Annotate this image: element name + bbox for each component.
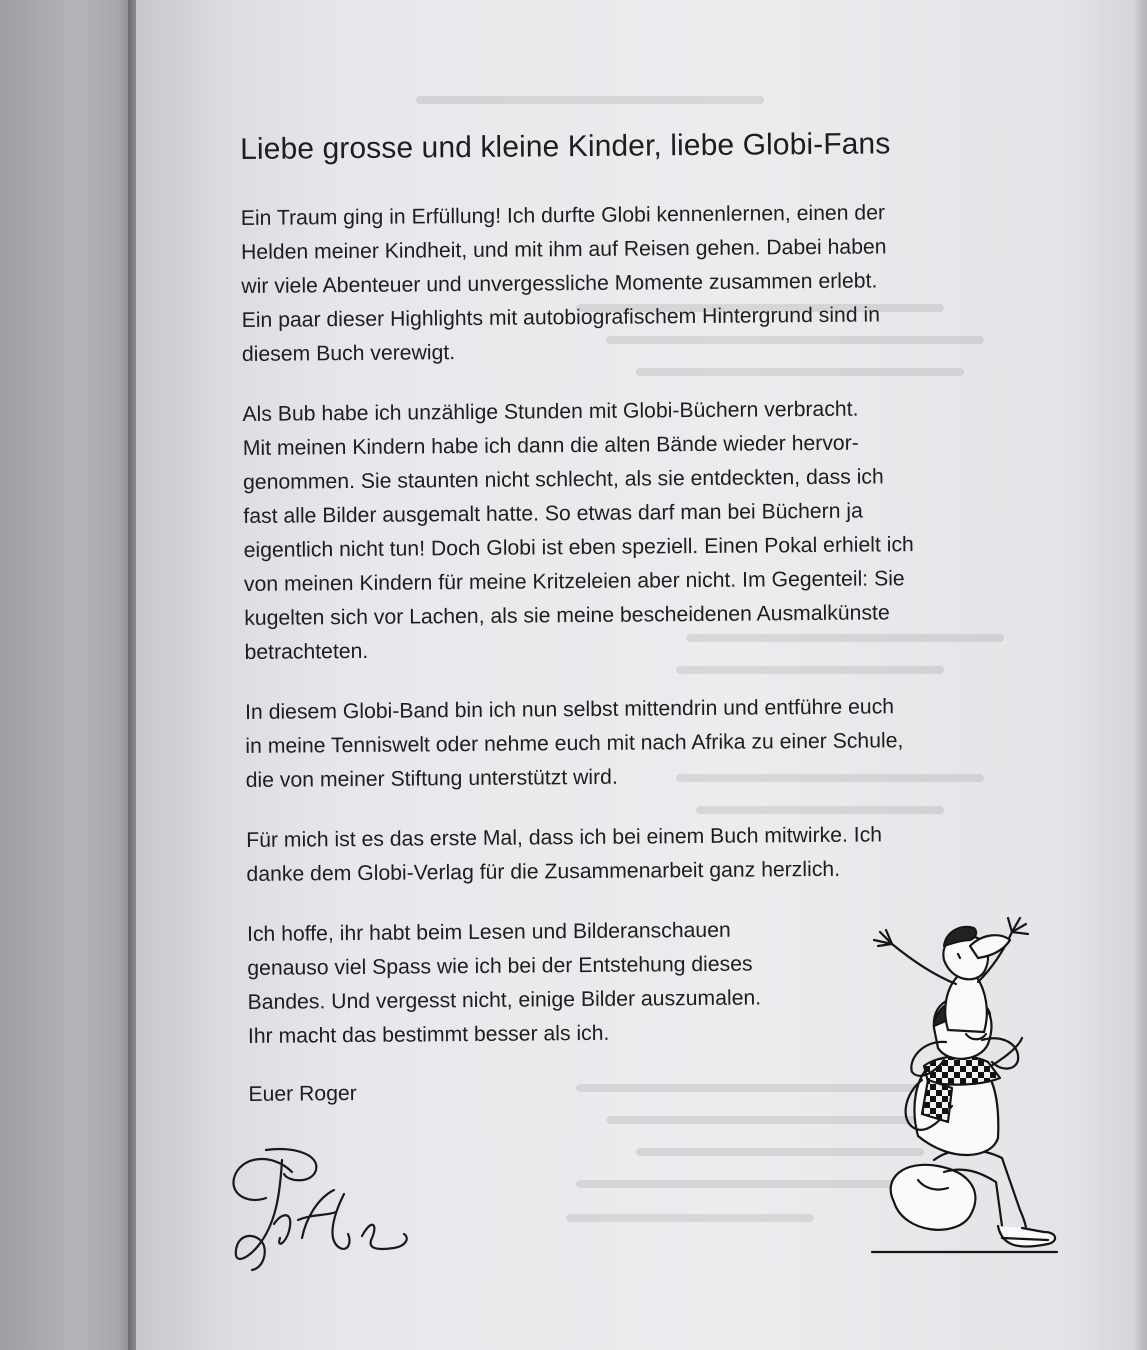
globi-on-shoulders-illustration xyxy=(852,910,1067,1260)
page-edge-shadow xyxy=(1133,0,1147,1350)
text-line: Als Bub habe ich unzählige Stunden mit Globi-Büchern verbracht. xyxy=(242,397,859,426)
paragraph-thanks xyxy=(246,817,1047,892)
text-line: Ich hoffe, ihr habt beim Lesen und Bilderanschauen xyxy=(246,918,731,946)
text-line: Ihr macht das bestimmt besser als ich. xyxy=(247,1021,610,1048)
text-line: Helden meiner Kindheit, und mit ihm auf Reisen gehen. Dabei haben xyxy=(240,235,887,264)
paragraph-childhood xyxy=(242,391,1044,670)
text-line: in meine Tenniswelt oder nehme euch mit nach Afrika zu einer Schule, xyxy=(245,729,904,758)
text-line: genommen. Sie staunten nicht schlecht, als sie entdeckten, dass ich xyxy=(242,465,884,494)
left-page xyxy=(0,0,138,1350)
text-line: Für mich ist es das erste Mal, dass ich bei einem Buch mitwirke. Ich xyxy=(246,823,883,852)
text-line: eigentlich nicht tun! Doch Globi ist eben speziell. Einen Pokal erhielt ich xyxy=(243,533,914,562)
text-line: Bandes. Und vergesst nicht, einige Bilder auszumalen. xyxy=(247,986,762,1014)
text-line: In diesem Globi-Band bin ich nun selbst mittendrin und entführe euch xyxy=(244,695,895,724)
text-line: von meinen Kindern für meine Kritzeleien aber nicht. Im Gegenteil: Sie xyxy=(243,567,905,596)
text-line: genauso viel Spass wie ich bei der Entstehung dieses xyxy=(247,952,753,980)
closing-greeting: Euer Roger xyxy=(248,1082,357,1106)
text-line: betrachteten. xyxy=(244,639,369,664)
text-line: danke dem Globi-Verlag für die Zusammenarbeit ganz herzlich. xyxy=(246,857,841,886)
text-line: Mit meinen Kindern habe ich dann die alten Bände wieder hervor- xyxy=(242,431,859,460)
paragraph-intro xyxy=(241,195,1042,372)
text-line: Ein Traum ging in Erfüllung! Ich durfte Globi kennenlernen, einen der xyxy=(240,201,886,230)
page-title: Liebe grosse und kleine Kinder, liebe Globi-Fans xyxy=(240,127,891,166)
text-line: diesem Buch verewigt. xyxy=(241,341,456,366)
text-line: Ein paar dieser Highlights mit autobiografischem Hintergrund sind in xyxy=(241,303,881,332)
text-line: wir viele Abenteuer und unvergessliche Momente zusammen erlebt. xyxy=(241,269,878,298)
text-line: kugelten sich vor Lachen, als sie meine bescheidenen Ausmalkünste xyxy=(244,601,890,630)
text-line: die von meiner Stiftung unterstützt wird. xyxy=(245,765,618,792)
text-line: fast alle Bilder ausgemalt hatte. So etwas darf man bei Büchern ja xyxy=(243,499,863,528)
paragraph-tenniswelt xyxy=(245,689,1046,798)
signature-image xyxy=(222,1142,422,1282)
